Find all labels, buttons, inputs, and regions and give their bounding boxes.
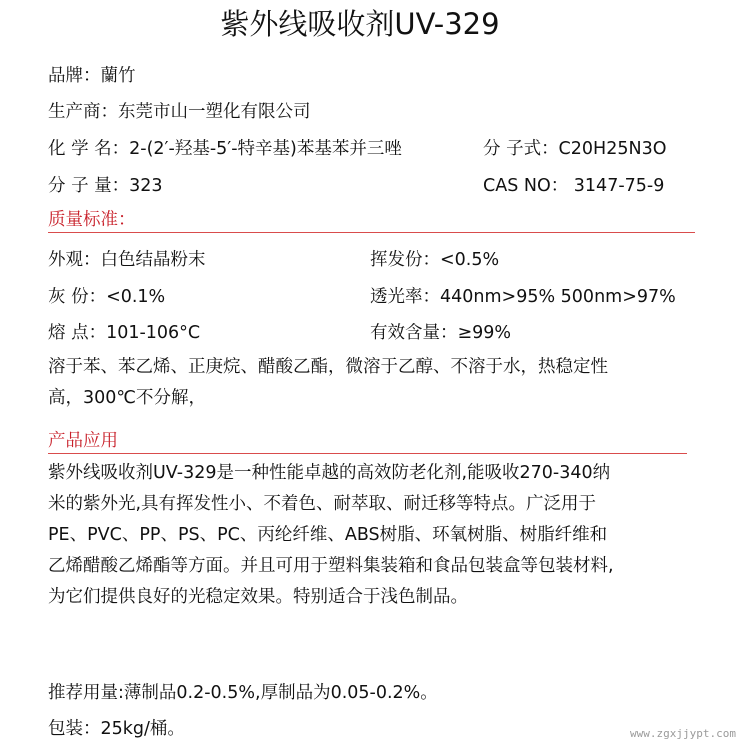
- application-line: 紫外线吸收剂UV-329是一种性能卓越的高效防老化剂,能吸收270-340纳: [48, 463, 611, 483]
- volatile-spec: 挥发份：<0.5%: [370, 250, 500, 270]
- manufacturer-line: 生产商：东莞市山一塑化有限公司: [48, 102, 311, 122]
- ash-spec: 灰 份：<0.1%: [48, 287, 166, 307]
- application-heading: 产品应用: [48, 431, 118, 451]
- application-line: 为它们提供良好的光稳定效果。特别适合于浅色制品。: [48, 587, 468, 607]
- transmittance-spec: 透光率：440nm>95% 500nm>97%: [370, 287, 676, 307]
- chemical-name-line: 化 学 名：2-(2′-羟基-5′-特辛基)苯基苯并三唑: [48, 139, 402, 159]
- quality-heading: 质量标准：: [48, 210, 136, 230]
- package-line: 包装：25kg/桶。: [48, 719, 185, 739]
- site-watermark: www.zgxjjypt.com: [630, 727, 736, 740]
- solubility-line: 高，300℃不分解，: [48, 388, 207, 408]
- application-line: PE、PVC、PP、PS、PC、丙纶纤维、ABS树脂、环氧树脂、树脂纤维和: [48, 525, 608, 545]
- dosage-line: 推荐用量:薄制品0.2-0.5%,厚制品为0.05-0.2%。: [48, 683, 438, 703]
- quality-divider: [48, 232, 695, 233]
- appearance-spec: 外观：白色结晶粉末: [48, 250, 206, 270]
- molecular-formula: 分 子式：C20H25N3O: [483, 139, 667, 159]
- application-line: 乙烯醋酸乙烯酯等方面。并且可用于塑料集装箱和食品包装盒等包装材料,: [48, 556, 614, 576]
- molecular-weight-line: 分 子 量：323: [48, 176, 163, 196]
- cas-number: CAS NO： 3147-75-9: [483, 176, 665, 196]
- application-text: [48, 458, 728, 613]
- solubility-line: 溶于苯、苯乙烯、正庚烷、醋酸乙酯，微溶于乙醇、不溶于水，热稳定性: [48, 357, 608, 377]
- melting-point-spec: 熔 点：101-106°C: [48, 323, 201, 343]
- content-spec: 有效含量：≥99%: [370, 323, 512, 343]
- application-line: 米的紫外光,具有挥发性小、不着色、耐萃取、耐迁移等特点。广泛用于: [48, 494, 597, 514]
- solubility-text: [48, 352, 728, 414]
- brand-line: 品牌：蘭竹: [48, 66, 136, 86]
- application-divider: [48, 453, 687, 454]
- page-title: 紫外线吸收剂UV-329: [220, 7, 500, 41]
